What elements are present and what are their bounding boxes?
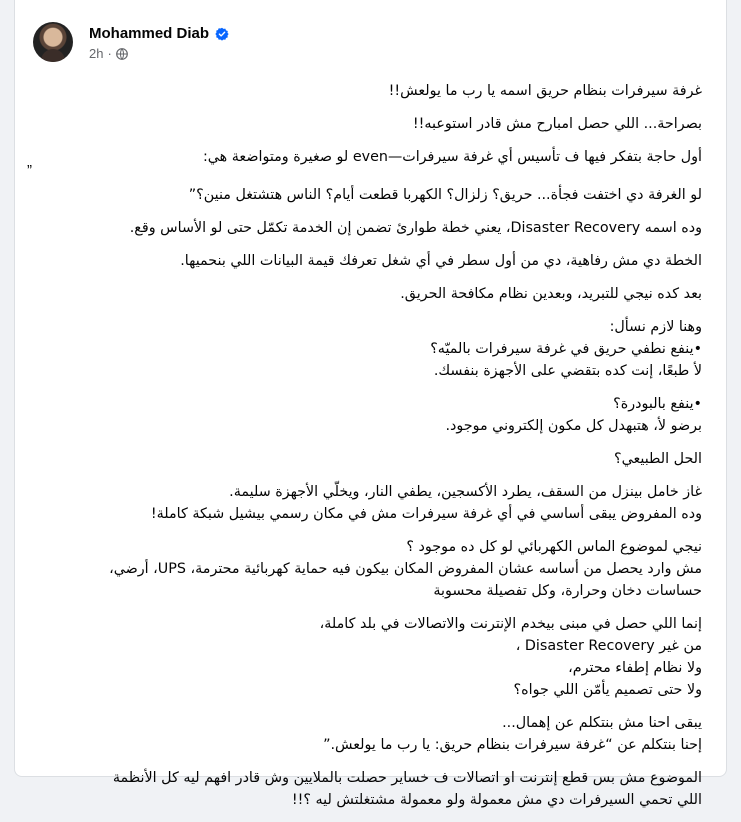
post-timestamp[interactable]: 2h [89, 46, 104, 61]
post-paragraph: غرفة سيرفرات بنظام حريق اسمه يا رب ما يولعش!! [388, 83, 702, 99]
post-paragraph: غاز خامل بينزل من السقف، يطرد الأكسجين، يطفي النار، ويخلّي الأجهزة سليمة. وده المفروض يبقى أساسي في أي غرفة سيرفرات مش في مكان رسمي بيشيل شبكة كاملة! [150, 484, 702, 522]
meta-separator: · [107, 46, 112, 61]
post-meta [89, 46, 128, 61]
post-card [14, 0, 727, 808]
post-paragraph: بعد كده نيجي للتبريد، وبعدين نظام مكافحة الحريق. [400, 286, 702, 302]
post-paragraph: الخطة دي مش رفاهية، دي من أول سطر في أي شغل تعرفك قيمة البيانات اللي بنحميها. [180, 253, 702, 269]
stray-quote-mark: ” [27, 162, 32, 179]
author-name-row [89, 25, 229, 42]
post-paragraph: أول حاجة بتفكر فيها ف تأسيس أي غرفة سيرفرات—even لو صغيرة ومتواضعة هي: [202, 149, 702, 165]
post-header [33, 22, 713, 66]
post-paragraph: لو الغرفة دي اختفت فجأة... حريق؟ زلزال؟ الكهربا قطعت أيام؟ الناس هتشتغل منين؟” [188, 187, 702, 203]
globe-icon[interactable] [116, 48, 128, 60]
post-paragraph: بصراحة... اللي حصل امبارح مش قادر استوعبه!! [412, 116, 702, 132]
post-paragraph: وده اسمه Disaster Recovery، يعني خطة طوارئ تضمن إن الخدمة تكمّل حتى لو الأساس وقع. [129, 220, 702, 236]
post-paragraph: الموضوع مش بس قطع إنترنت او اتصالات ف خساير حصلت بالملايين وش قادر افهم ليه كل الأنظمة اللي تحمي السيرفرات دي مش معمولة ولو معمولة مشتغلتش ليه ؟!! [112, 770, 702, 808]
verified-badge-icon [215, 27, 229, 41]
post-paragraph: الحل الطبيعي؟ [613, 451, 702, 467]
post-paragraph: إنما اللي حصل في مبنى بيخدم الإنترنت والاتصالات في بلد كاملة، من غير Disaster Recovery ، ولا نظام إطفاء محترم، ولا حتى تصميم يأمّن اللي جواه؟ [319, 616, 702, 698]
post-paragraph: نيجي لموضوع الماس الكهربائي لو كل ده موجود ؟ مش وارد يحصل من أساسه عشان المفروض المكان بيكون فيه حماية كهربائية محترمة، UPS، أرضي، حساسات دخان وحرارة، وكل تفصيلة محسوبة [109, 539, 702, 599]
post-paragraph: يبقى احنا مش بنتكلم عن إهمال... إحنا بنتكلم عن “غرفة سيرفرات بنظام حريق: يا رب ما يولعش.” [323, 715, 702, 753]
author-avatar[interactable] [33, 22, 73, 62]
post-paragraph: •ينفع بالبودرة؟ برضو لأ، هتبهدل كل مكون إلكتروني موجود. [445, 396, 702, 434]
post-paragraph: وهنا لازم نسأل: •ينفع نطفي حريق في غرفة سيرفرات بالميّه؟ لأ طبعًا، إنت كده بتقضي على الأجهزة بنفسك. [430, 319, 702, 379]
author-name[interactable]: Mohammed Diab [89, 25, 210, 42]
post-body [42, 80, 702, 822]
